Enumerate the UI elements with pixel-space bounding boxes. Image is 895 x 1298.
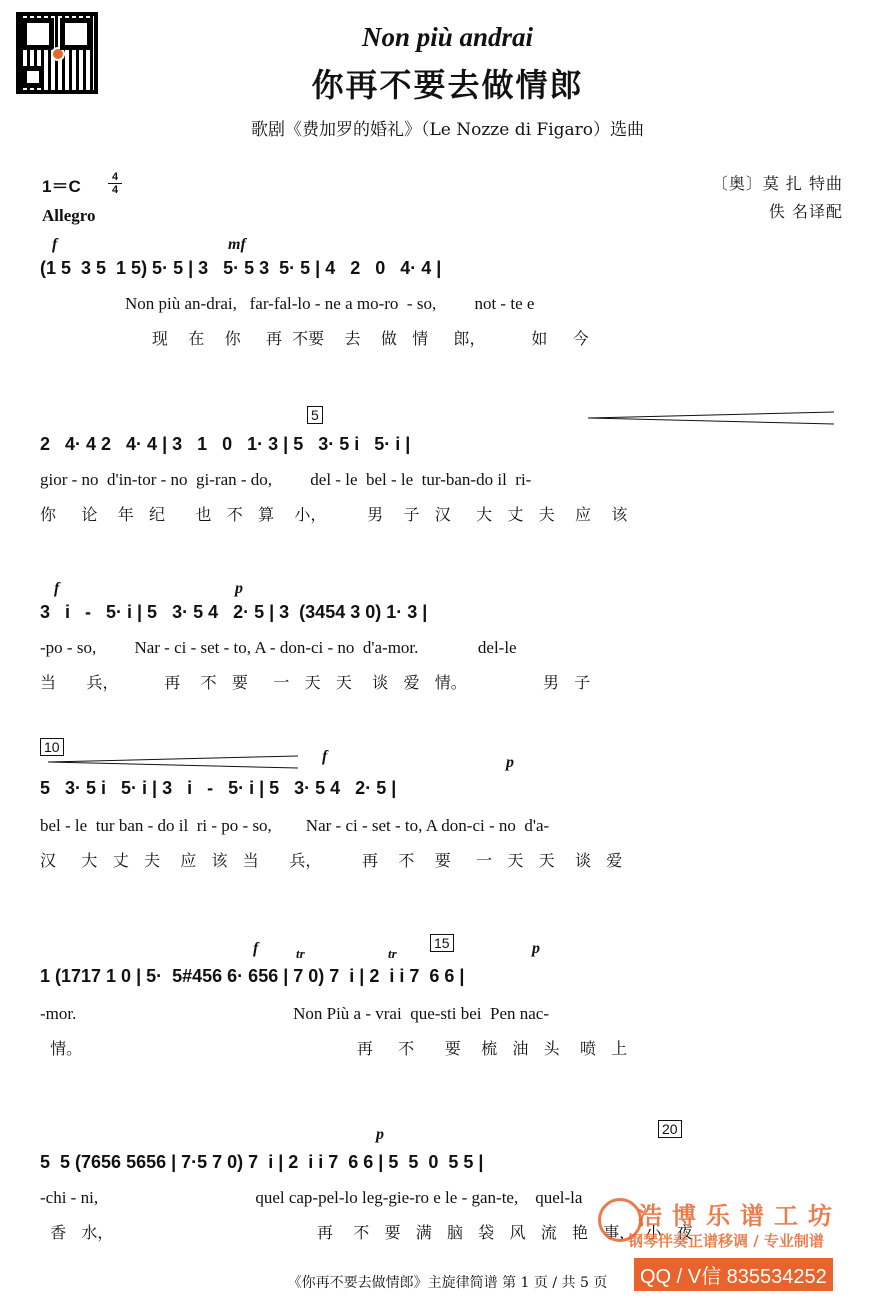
- lyric-italian: -po - so, Nar - ci - set - to, A - don-ci - no d'a-mor. del-le: [40, 638, 517, 657]
- melody-notes: 5 5 (7656 5656 | 7·5 7 0) 7 i | 2 i i 7 6 6 | 5 5 0 5 5 |: [40, 1152, 484, 1172]
- composer: 〔奥〕莫 扎 特曲: [711, 174, 843, 193]
- melody-notes: (1 5 3 5 1 5) 5· 5 | 3 5· 5 3 5· 5 | 4 2 0 4· 4 |: [40, 258, 442, 278]
- credits: [712, 170, 843, 226]
- lyric-chinese: 情。 再 不 要 梳 油 头 喷 上: [40, 1039, 628, 1058]
- measure-number: 20: [658, 1120, 682, 1138]
- lyric-chinese: 汉 大 丈 夫 应 该 当 兵， 再 不 要 一 天 天 谈 爱: [40, 851, 623, 870]
- trill-mark: tr: [296, 946, 305, 961]
- dynamic-mark: p: [376, 1126, 384, 1143]
- dynamic-mark: p: [532, 940, 540, 957]
- melody-notes: 2 4· 4 2 4· 4 | 3 1 0 1· 3 | 5 3· 5 i 5· i |: [40, 434, 411, 454]
- score-system-2: [0, 407, 895, 552]
- page-footer: 《你再不要去做情郎》主旋律简谱 第 1 页 / 共 5 页: [287, 1275, 608, 1291]
- trill-mark: tr: [388, 946, 397, 961]
- lyric-chinese: 当 兵， 再 不 要 一 天 天 谈 爱 情。 男 子: [40, 673, 591, 692]
- melody-notes: 5 3· 5 i 5· i | 3 i - 5· i | 5 3· 5 4 2· 5 |: [40, 778, 397, 798]
- score-system-1: [0, 236, 895, 376]
- dynamic-mark: mf: [228, 236, 246, 253]
- lyricist: 佚 名译配: [768, 202, 843, 221]
- score-system-3: [0, 580, 895, 720]
- score-system-5: [0, 934, 895, 1074]
- melody-notes: 3 i - 5· i | 5 3· 5 4 2· 5 | 3 (3454 3 0) 1· 3 |: [40, 602, 428, 622]
- crescendo-hairpin: [48, 754, 298, 770]
- time-signature: 4 4: [108, 172, 122, 195]
- key-signature: 1＝C: [42, 177, 81, 196]
- title-chinese: 你再不要去做情郎: [311, 66, 584, 104]
- lyric-italian: -mor. Non Più a - vrai que-sti bei Pen nac-: [40, 1004, 549, 1023]
- dynamic-mark: p: [506, 754, 514, 771]
- dynamic-mark: f: [52, 236, 58, 253]
- dynamic-mark: f: [253, 940, 259, 957]
- dynamic-mark: f: [54, 580, 60, 597]
- lyric-chinese: 香 水， 再 不 要 满 脑 袋 风 流 艳 事， 小 夜: [40, 1223, 693, 1242]
- melody-notes: 1 (1717 1 0 | 5· 5#456 6· 656 | 7 0) 7 i | 2 i i 7 6 6 |: [40, 966, 465, 986]
- dynamic-mark: f: [322, 748, 328, 765]
- lyric-italian: bel - le tur ban - do il ri - po - so, Nar - ci - set - to, A don-ci - no d'a-: [40, 816, 550, 835]
- lyric-italian: -chi - ni, quel cap-pel-lo leg-gie-ro e le - gan-te, quel-la: [40, 1188, 583, 1207]
- lyric-chinese: 你 论 年 纪 也 不 算 小， 男 子 汉 大 丈 夫 应 该: [40, 505, 628, 524]
- dynamic-mark: p: [235, 580, 243, 597]
- measure-number: 15: [430, 934, 454, 952]
- subtitle: 歌剧《费加罗的婚礼》（Le Nozze di Figaro）选曲: [250, 120, 645, 140]
- measure-number: 10: [40, 738, 64, 756]
- tempo-marking: Allegro: [42, 206, 96, 225]
- watermark-slogan: 钢琴伴奏正谱移调 / 专业制谱: [628, 1232, 824, 1250]
- score-system-4: [0, 739, 895, 888]
- title-italian: Non più andrai: [361, 22, 534, 52]
- measure-number: 5: [307, 406, 323, 424]
- crescendo-hairpin: [588, 410, 834, 426]
- watermark-name: 浩博乐谱工坊: [638, 1201, 842, 1230]
- lyric-italian: gior - no d'in-tor - no gi-ran - do, del - le bel - le tur-ban-do il ri-: [40, 470, 532, 489]
- lyric-chinese: 现 在 你 再 不要 去 做 情 郎， 如 今: [40, 329, 589, 348]
- watermark-contact: QQ / V信 835534252: [634, 1258, 833, 1291]
- lyric-italian: Non più an-drai, far-fal-lo - ne a mo-ro - so, not - te e: [40, 294, 535, 313]
